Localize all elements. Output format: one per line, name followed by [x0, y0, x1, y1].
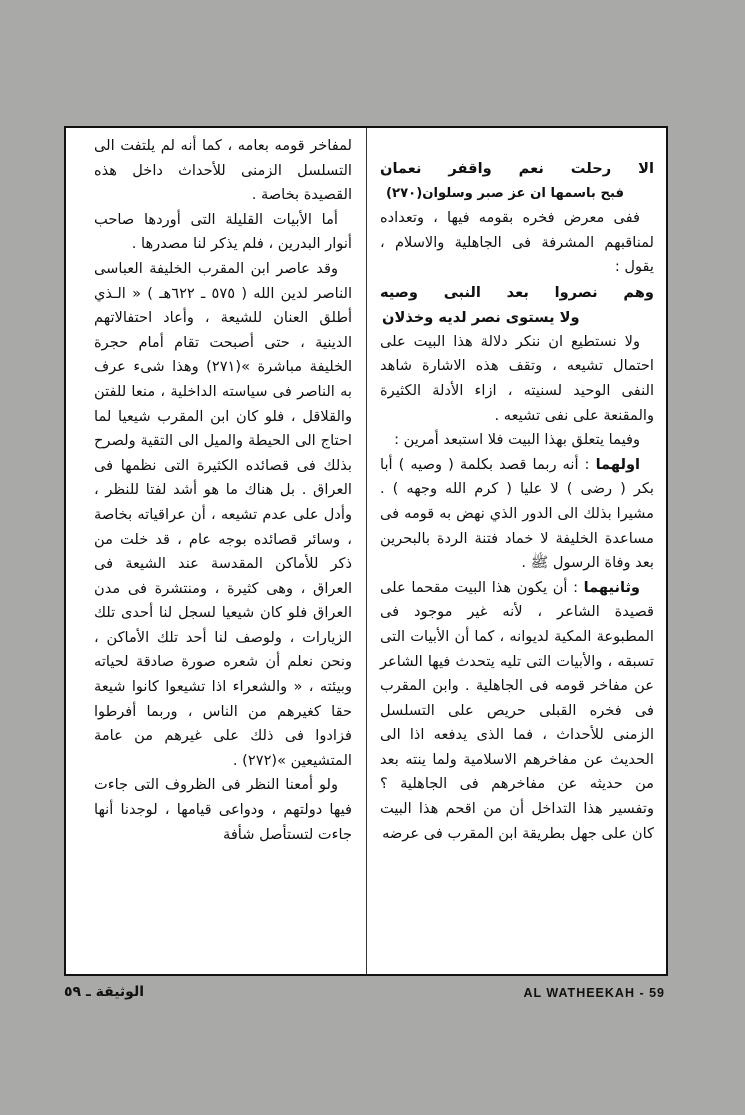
paragraph: ولو أمعنا النظر فى الظروف التى جاءت فيها دولتهم ، ودواعى قيامها ، لوجدنا أنها جاءت لتستأصل شأفة — [94, 776, 352, 843]
paragraph-lead: اولهما — [595, 455, 641, 473]
paragraph: وفيما يتعلق بهذا البيت فلا استبعد أمرين : — [394, 431, 640, 449]
verse-line: فبح باسمها ان عز صبر وسلوان(٢٧٠) — [386, 186, 624, 201]
verse-line: الا رحلت نعم واقفر نعمان — [380, 160, 654, 177]
footer-page-number-arabic: الوثيقة ـ ٥٩ — [64, 984, 144, 1000]
footer-page-number-latin: AL WATHEEKAH - 59 — [523, 986, 665, 1000]
paragraph: وقد عاصر ابن المقرب الخليفة العباسى الناصر لدين الله ( ٥٧٥ ـ ٦٢٢هـ ) « الـذي أطلق العنان للشيعة ، وأعاد احتفالاتهم الدينية ، حتى أصبحت تقام أمام حجرة الخليفة مباشرة »(٢٧١) وهذا شىء عرف به الناصر فى سياسته الداخلية ، منعا للفتن والقلاقل ، فلو كان ابن المقرب شيعيا لما احتاج الى الحيطة والميل الى التقية ولصرح بذلك فى قصائده الكثيرة التى نظمها فى العراق . بل هناك ما هو أشد لفتا للنظر ، وأدل على عدم تشيعه ، أن عراقياته بخاصة ، وسائر قصائده بوجه عام ، قد خلت من ذكر للأماكن المقدسة عند الشيعة فى العراق ، وهى كثيرة ، ومنتشرة فى مدن العراق فلو كان شيعيا لسجل لنا أحدى تلك الزيارات ، ولوصف لنا أحد تلك الأماكن ، ونحن نعلم أن شعره صورة صادقة لحياته وبيئته ، « والشعراء اذا تشيعوا كانوا شيعة حقا كغيرهم من الناس ، وربما أفرطوا فزادوا فى ذلك على غيرهم من عامة المتشيعين »(٢٧٢) . — [94, 259, 353, 769]
paragraph-body: : أن يكون هذا البيت مقحما على قصيدة الشاعر ، لأنه غير موجود فى المطبوعة المكية لديوانه ، كما أن الأبيات التى تسبقه ، والأبيات التى تليه يتحدث فيها الشاعر عن مفاخر قومه فى الجاهلية . وابن المقرب فى فخره القبلى حريص على التسلسل الزمنى للأحداث ، فما الذى يدفعه اذا الى الحديث عن مفاخرهم الاسلامية ولما ينته بعد من حديثه عن مفاخرهم فى الجاهلية ؟ وتفسير هذا التداخل أن من اقحم هذا البيت كان على جهل بطريقة ابن المقرب فى عرضه — [380, 578, 654, 842]
page-frame — [64, 126, 668, 976]
verse-line: ولا يستوى نصر لديه وخذلان — [382, 308, 580, 326]
left-column — [66, 128, 366, 974]
right-column — [364, 128, 666, 974]
column-divider — [366, 128, 367, 974]
paragraph: أما الأبيات القليلة التى أوردها صاحب أنوار البدرين ، فلم يذكر لنا مصدرها . — [94, 210, 352, 253]
paragraph-body: : أنه ربما قصد بكلمة ( وصيه ) أبا بكر ( رضى ) لا عليا ( كرم الله وجهه ) . مشيرا بذلك الى الدور الذي نهض به قومه فى مساعدة الخليفة لا خماد فتنة الردة بالبحرين بعد وفاة الرسول ﷺ . — [380, 455, 654, 572]
paragraph — [380, 453, 654, 576]
paragraph: ولا نستطيع ان ننكر دلالة هذا البيت على احتمال تشيعه ، وتقف هذه الاشارة شاهد النفى الوحيد لسنيته ، ازاء الأدلة الكثيرة والمقنعة على نفى تشيعه . — [380, 332, 654, 424]
paragraph: ففى معرض فخره بقومه فيها ، وتعداده لمناقبهم المشرفة فى الجاهلية والاسلام ، يقول : — [380, 209, 654, 276]
verse-line: وهم نصروا بعد النبى وصيه — [380, 283, 654, 301]
paragraph — [380, 576, 654, 847]
paragraph: لمفاخر قومه بعامه ، كما أنه لم يلتفت الى التسلسل الزمنى للأحداث داخل هذه القصيدة بخاصة . — [94, 137, 352, 204]
paragraph-lead: وثانيهما — [583, 578, 641, 596]
